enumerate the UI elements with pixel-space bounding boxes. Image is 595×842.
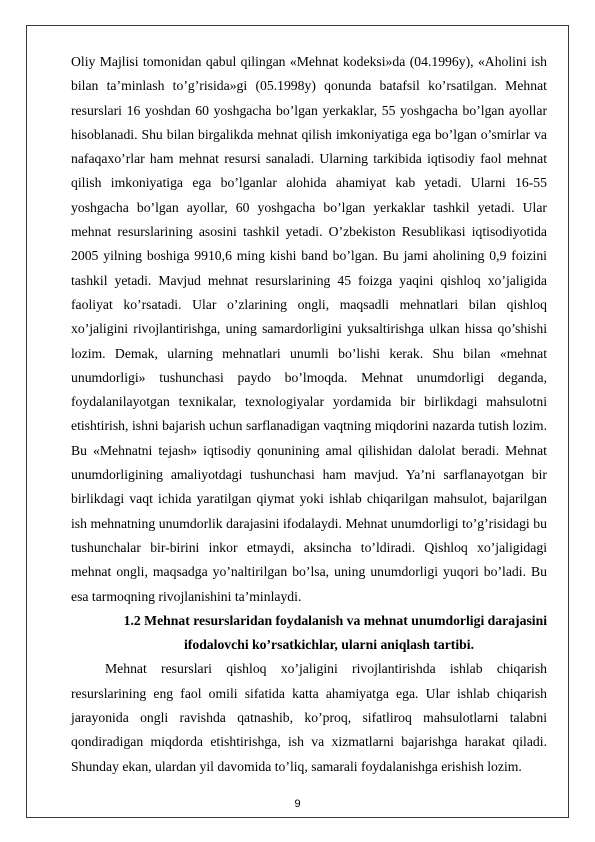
body-paragraph-2: Mehnat resurslari qishloq xo’jaligini rivojlantirishda ishlab chiqarish resurslarining eng faol omili sifatida katta ahamiyatga ega. Ular ishlab chiqarish jarayonida ongli ravishda qatnashib, ko’proq, sifatliroq mahsulotlarni talabni qondiradigan miqdorda etishtirishga, ish va xizmatlarni bajarishga harakat qiladi. Shunday ekan, ulardan yil davomida to’liq, samarali foydalanishga erishish lozim. xyxy=(71,661,547,774)
page-number: 9 xyxy=(294,798,301,810)
section-heading: 1.2 Mehnat resurslaridan foydalanish va mehnat unumdorligi darajasini ifodalovchi ko’rsatkichlar, ularni aniqlash tartibi. xyxy=(123,612,547,653)
body-paragraph-1: Oliy Majlisi tomonidan qabul qilingan «Mehnat kodeksi»da (04.1996y), «Aholini ish bilan ta’minlash to’g’risida»gi (05.1998y) qonunda batafsil ko’rsatilgan. Mehnat resurslari 16 yoshdan 60 yoshgacha bo’lgan yerkaklar, 55 yoshgacha bo’lgan ayollar hisoblanadi. Shu bilan birgalikda mehnat qilish imkoniyatiga ega bo’lgan o’smirlar va nafaqaxo’rlar ham mehnat resursi sanaladi. Ularning tarkibida iqtisodiy faol mehnat qilish imkoniyatiga ega bo’lganlar alohida ahamiyat kab yetadi. Ularni 16-55 yoshgacha bo’lgan ayollar, 60 yoshgacha bo’lgan yerkaklar tashkil yetadi. Ular mehnat resurslarining asosini tashkil yetadi. O’zbekiston Resublikasi iqtisodiyotida 2005 yilning boshiga 9910,6 ming kishi band bo’lgan. Bu jami aholining 0,9 foizini tashkil yetadi. Mavjud mehnat resurslarining 45 foizga yaqini qishloq xo’jaligida faoliyat ko’rsatadi. Ular o’zlarining ongli, maqsadli mehnatlari bilan qishloq xo’jaligini rivojlantirishga, uning samardorligini yuksaltirishga ulkan hissa qo’shishi lozim. Demak, ularning mehnatlari unumli bo’lishi kerak. Shu bilan «mehnat unumdorligi» tushunchasi paydo bo’lmoqda. Mehnat unumdorligi deganda, foydalanilayotgan texnikalar, texnologiyalar yordamida bir birlikdagi mahsulotni etishtirish, ishni bajarish uchun sarflanadigan vaqtning miqdorini nazarda tutish lozim. Bu «Mehnatni tejash» iqtisodiy qonunining amal qilishidan dalolat beradi. Mehnat unumdorligining amaliyotdagi tushunchasi ham mavjud. Ya’ni sarflanayotgan bir birlikdagi vaqt ichida yaratilgan qiymat yoki ishlab chiqarilgan mahsulot, bajarilgan ish mehnatning unumdorlik darajasini ifodalaydi. Mehnat unumdorligi to’g’risidagi bu tushunchalar bir-birini inkor etmaydi, aksincha to’ldiradi. Qishloq xo’jaligidagi mehnat ongli, maqsadga yo’naltirilgan bo’lsa, uning unumdorligi yuqori bo’ladi. Bu esa tarmoqning rivojlanishini ta’minlaydi. xyxy=(71,54,547,604)
document-body xyxy=(71,50,547,779)
